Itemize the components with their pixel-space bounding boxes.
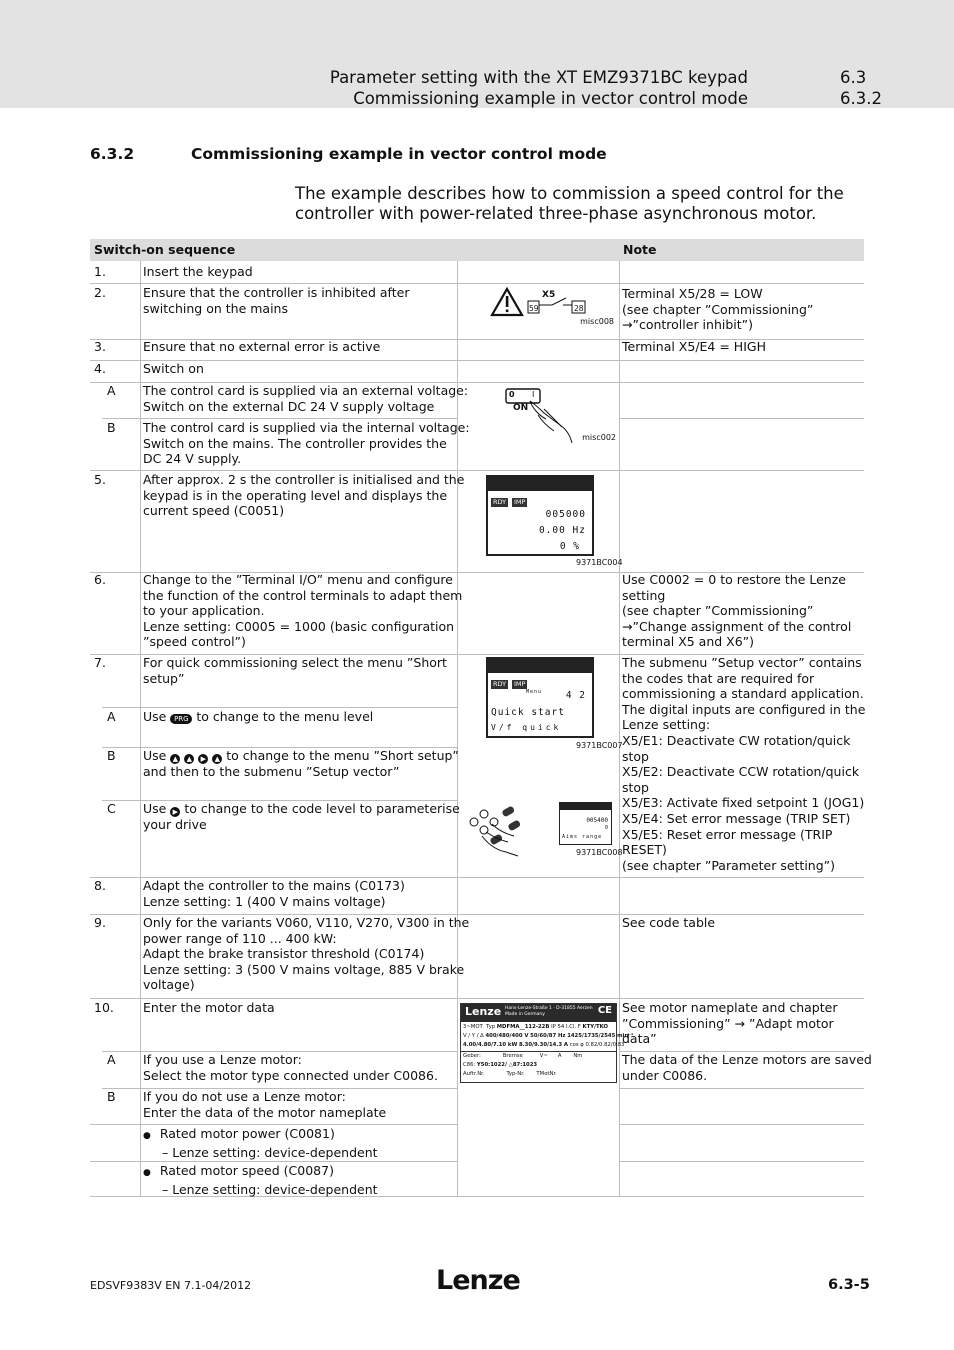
row-letter: B bbox=[107, 1089, 116, 1104]
row-number: 8. bbox=[94, 878, 106, 893]
header-number-line1: 6.3 bbox=[840, 68, 867, 87]
row-letter: B bbox=[107, 420, 116, 435]
up-key-icon: ▲ bbox=[212, 754, 222, 764]
row-text: Use ▶ to change to the code level to parameterise your drive bbox=[143, 801, 460, 832]
row-number: 7. bbox=[94, 655, 106, 670]
row-text: Switch on bbox=[143, 361, 204, 376]
row-number: 6. bbox=[94, 572, 106, 587]
header-title-line2: Commissioning example in vector control mode bbox=[353, 89, 748, 108]
row-text: Ensure that the controller is inhibited after switching on the mains bbox=[143, 285, 410, 316]
keypad-display-bc007: RDY IMP Menu 4 2 Quick start V/f quick bbox=[486, 657, 594, 738]
row-number: 5. bbox=[94, 472, 106, 487]
row-number: 4. bbox=[94, 361, 106, 376]
row-text: The control card is supplied via an external voltage: Switch on the external DC 24 V supply voltage bbox=[143, 383, 469, 414]
figure-misc008: X5 59 28 misc008 bbox=[488, 285, 618, 337]
row-text: Change to the ”Terminal I/O” menu and configure the function of the control terminals to adapt them to your application. Lenze setting: C0005 = 1000 (basic configuration ”speed control”) bbox=[143, 572, 463, 650]
row-text: After approx. 2 s the controller is initialised and the keypad is in the operating level and displays the current speed (C0051) bbox=[143, 472, 465, 519]
figure-misc002: 0 I ON misc002 bbox=[500, 385, 616, 445]
up-key-icon: ▲ bbox=[184, 754, 194, 764]
footer-doc-id: EDSVF9383V EN 7.1-04/2012 bbox=[90, 1279, 252, 1292]
section-number: 6.3.2 bbox=[90, 145, 135, 163]
hand-keypad-icon bbox=[462, 804, 552, 859]
up-key-icon: ▲ bbox=[170, 754, 180, 764]
right-key-icon: ▶ bbox=[198, 754, 208, 764]
page-number: 6.3-5 bbox=[828, 1277, 870, 1293]
row-number: 10. bbox=[94, 1000, 114, 1015]
row-note: Use C0002 = 0 to restore the Lenze setting (see chapter ”Commissioning” →”Change assignment of the control terminal X5 and X6”) bbox=[622, 572, 852, 650]
header-title-line1: Parameter setting with the XT EMZ9371BC keypad bbox=[329, 68, 748, 87]
figure-caption: 9371BC008 bbox=[576, 848, 623, 857]
row-text: Adapt the controller to the mains (C0173) Lenze setting: 1 (400 V mains voltage) bbox=[143, 878, 405, 909]
bullet-item: ● Rated motor power (C0081) – Lenze setting: device-dependent bbox=[143, 1126, 378, 1160]
row-number: 3. bbox=[94, 339, 106, 354]
row-letter: A bbox=[107, 1052, 116, 1067]
bullet-item: ● Rated motor speed (C0087) – Lenze setting: device-dependent bbox=[143, 1163, 378, 1197]
row-note: Terminal X5/E4 = HIGH bbox=[622, 339, 766, 354]
row-text: Use ▲ ▲ ▶ ▲ to change to the menu ”Short setup” and then to the submenu ”Setup vector” bbox=[143, 748, 459, 779]
row-text: Enter the motor data bbox=[143, 1000, 275, 1015]
row-text: For quick commissioning select the menu ”Short setup” bbox=[143, 655, 447, 686]
row-note: The data of the Lenze motors are saved under C0086. bbox=[622, 1052, 872, 1083]
row-text: If you do not use a Lenze motor: Enter the data of the motor nameplate bbox=[143, 1089, 387, 1120]
prg-key-icon: PRG bbox=[170, 714, 192, 724]
keypad-display-bc004: RDY IMP 005000 0.00 Hz 0 % bbox=[486, 475, 594, 556]
col-header-note: Note bbox=[623, 242, 657, 257]
row-text: The control card is supplied via the internal voltage: Switch on the mains. The controller provides the DC 24 V supply. bbox=[143, 420, 470, 467]
row-note: The submenu ”Setup vector” contains the codes that are required for commissioning a standard application. The digital inputs are configured in the Lenze setting: X5/E1: Deactivate CW rotation/quick stop X5/E2: Deactivate CCW rotation/quick stop X5/E3: Activate fixed setpoint 1 (JOG1) X5/E4: Set error message (TRIP SET) X5/E5: Reset error message (TRIP RESET) (see chapter ”Parameter setting”) bbox=[622, 655, 866, 873]
right-key-icon: ▶ bbox=[170, 807, 180, 817]
row-letter: B bbox=[107, 748, 116, 763]
lenze-logo: Lenze bbox=[436, 1265, 520, 1296]
row-note: Terminal X5/28 = LOW (see chapter ”Commissioning” →”controller inhibit”) bbox=[622, 286, 814, 333]
row-note: See code table bbox=[622, 915, 716, 930]
row-letter: A bbox=[107, 383, 116, 398]
figure-caption: 9371BC004 bbox=[576, 558, 623, 567]
row-number: 9. bbox=[94, 915, 106, 930]
row-letter: A bbox=[107, 709, 116, 724]
motor-nameplate: Lenze Hans-Lenze-Straße 1 · D-31855 Aerzen Made in Germany CE 3~MOT Typ MDFMA__112-22B IP 54 I.Cl. F KTY/TKO V / Y / Δ 400/480/400 V 50/60/87 Hz 1425/1735/2545 min⁻¹ 4.00/4.80/7.10 kW 8.30/9.30/14.3 A cos φ 0.82/0.82/0.83 Geber: Bremse V~ A Nm C86: Y50:1022/ △87:1023 Auftr.Nr. Typ-Nr. TMotNr. bbox=[460, 1003, 617, 1083]
row-note: See motor nameplate and chapter ”Commissioning” → ”Adapt motor data” bbox=[622, 1000, 838, 1047]
row-number: 2. bbox=[94, 285, 106, 300]
row-text: If you use a Lenze motor: Select the motor type connected under C0086. bbox=[143, 1052, 438, 1083]
keypad-display-bc008: 005400 0 Aims range bbox=[559, 802, 612, 845]
switch-on-table bbox=[90, 239, 872, 1197]
row-letter: C bbox=[107, 801, 116, 816]
row-text: Only for the variants V060, V110, V270, V300 in the power range of 110 ... 400 kW: Adapt the brake transistor threshold (C0174) Lenze setting: 3 (500 V mains voltage, 885 V brake voltage) bbox=[143, 915, 470, 993]
header-number-line2: 6.3.2 bbox=[840, 89, 882, 108]
row-text: Use PRG to change to the menu level bbox=[143, 709, 374, 724]
intro-paragraph: The example describes how to commission a speed control for the controller with power-related three-phase asynchronous motor. bbox=[295, 184, 844, 223]
section-title: Commissioning example in vector control mode bbox=[191, 145, 607, 163]
row-number: 1. bbox=[94, 264, 106, 279]
col-header-sequence: Switch-on sequence bbox=[94, 242, 236, 257]
figure-caption: 9371BC007 bbox=[576, 741, 623, 750]
row-text: Ensure that no external error is active bbox=[143, 339, 381, 354]
row-text: Insert the keypad bbox=[143, 264, 253, 279]
